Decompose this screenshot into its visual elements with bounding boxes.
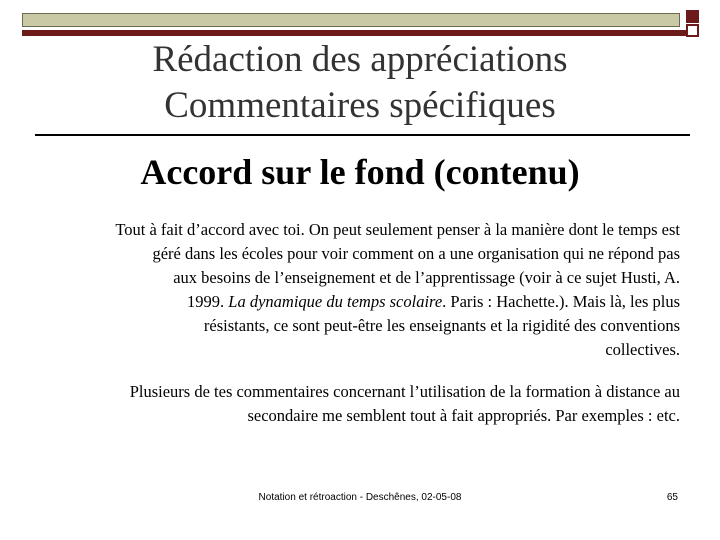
top-decorative-bar: [22, 13, 680, 27]
subheading: Accord sur le fond (contenu): [140, 152, 580, 192]
filled-square-icon: [686, 10, 699, 23]
paragraph-2-line-1: Plusieurs de tes commentaires concernant l’utilisation de la formation à distance au: [129, 382, 680, 401]
title-line-2: Commentaires spécifiques: [164, 85, 556, 126]
paragraph-2-line-2: secondaire me semblent tout à fait appropriés. Par exemples : etc.: [247, 406, 680, 425]
paragraph-2: [40, 380, 680, 428]
top-accent-line: [22, 30, 687, 36]
paragraph-1-line-4: [40, 290, 680, 314]
paragraph-1-line-1: Tout à fait d’accord avec toi. On peut seulement penser à la manière dont le temps est: [115, 220, 680, 239]
paragraph-1-line-6: collectives.: [605, 340, 680, 359]
page-number: 65: [666, 492, 678, 503]
line-4-suffix: . Paris : Hachette.). Mais là, les plus: [442, 292, 680, 311]
book-title: La dynamique du temps scolaire: [228, 292, 443, 311]
title-divider: [35, 134, 690, 136]
paragraph-1-line-2: géré dans les écoles pour voir comment on a une organisation qui ne répond pas: [152, 244, 680, 263]
line-4-prefix: 1999.: [187, 292, 229, 311]
slide-title: [0, 37, 720, 129]
title-line-1: Rédaction des appréciations: [152, 39, 568, 80]
paragraph-1-line-3: aux besoins de l’enseignement et de l’apprentissage (voir à ce sujet Husti, A.: [173, 268, 680, 287]
paragraph-1-line-5: résistants, ce sont peut-être les enseignants et la rigidité des conventions: [203, 316, 680, 335]
paragraph-1: [40, 218, 680, 362]
outlined-square-icon: [686, 24, 699, 37]
footer-note: Notation et rétroaction - Deschênes, 02-05-08: [258, 492, 462, 503]
